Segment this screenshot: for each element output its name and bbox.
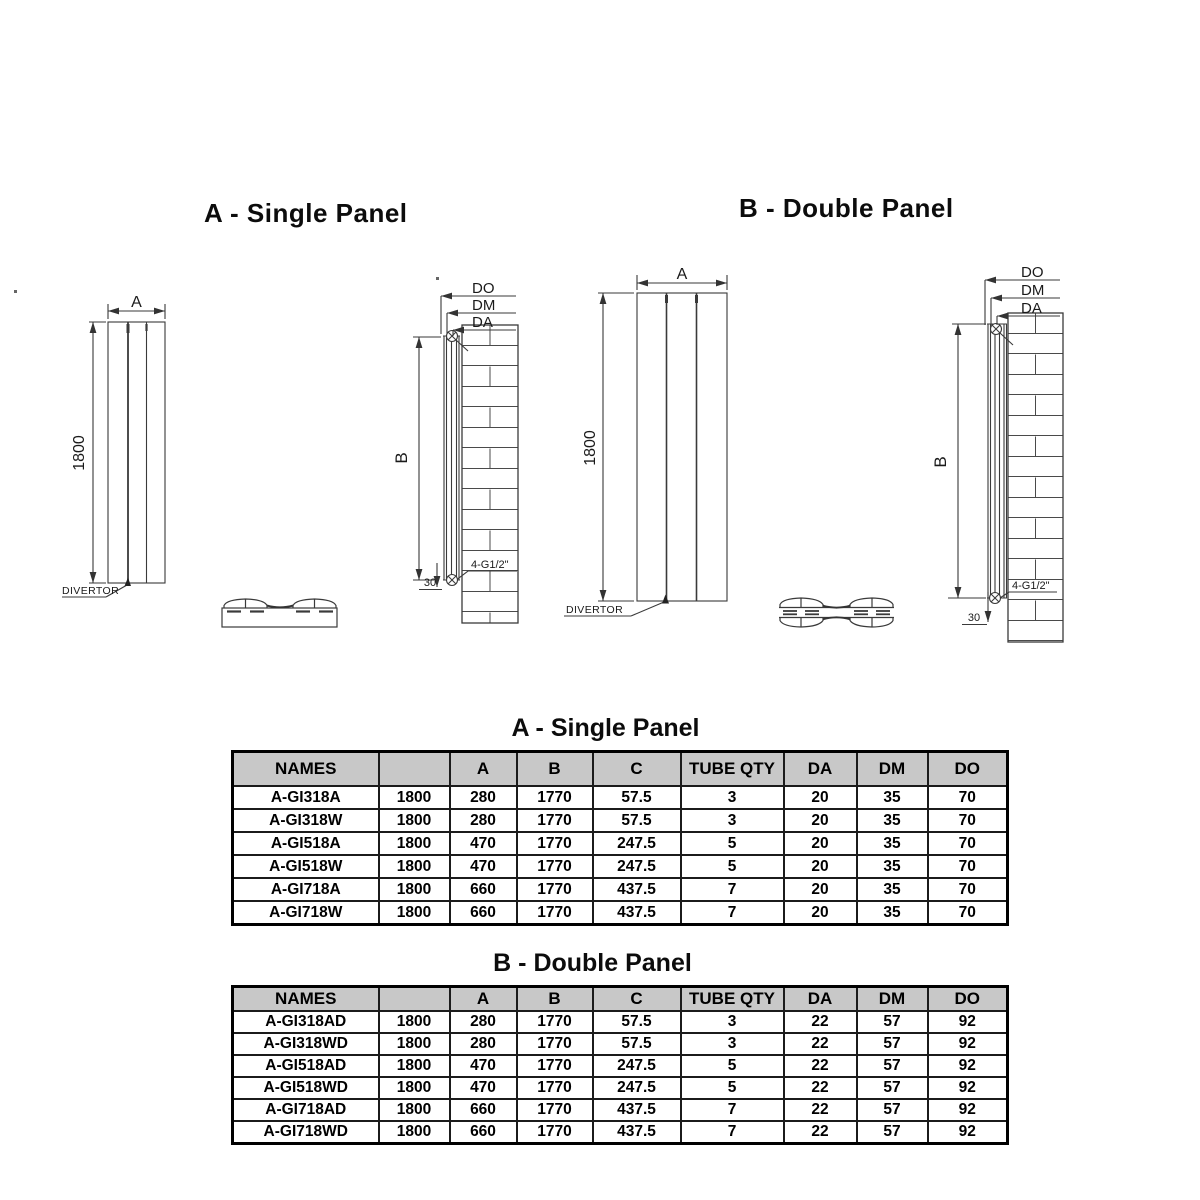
stray-mark xyxy=(436,277,439,280)
table-cell: 5 xyxy=(681,1055,784,1077)
table-row xyxy=(233,1077,1008,1099)
table-cell: 437.5 xyxy=(593,878,681,901)
table-cell: 5 xyxy=(681,1077,784,1099)
table-cell: 1800 xyxy=(379,832,450,855)
single-side-da-label: DA xyxy=(472,314,493,331)
table-row xyxy=(233,855,1008,878)
model-name-cell: A-GI518WD xyxy=(233,1077,379,1099)
double-front-divertor-label: DIVERTOR xyxy=(566,604,624,616)
table-row xyxy=(233,832,1008,855)
single-front-width-label: A xyxy=(131,294,142,311)
table-cell: 57 xyxy=(857,1011,928,1033)
table-row xyxy=(233,878,1008,901)
table-row xyxy=(233,1055,1008,1077)
table-cell: 1770 xyxy=(517,1121,593,1144)
single-front-divertor-label: DIVERTOR xyxy=(62,585,120,597)
table-cell: 1770 xyxy=(517,786,593,809)
model-name-cell: A-GI318WD xyxy=(233,1033,379,1055)
table-cell: 660 xyxy=(450,878,517,901)
table-cell: 7 xyxy=(681,878,784,901)
single-side-depth-label: B xyxy=(392,452,411,464)
col-header-blank xyxy=(379,752,450,787)
single-panel-top-view xyxy=(222,599,337,627)
single-panel-diagram-title: A - Single Panel xyxy=(204,198,408,228)
brick-wall xyxy=(462,325,518,623)
table-row xyxy=(233,901,1008,925)
table-cell: 1800 xyxy=(379,855,450,878)
table-cell: 470 xyxy=(450,1055,517,1077)
table-cell: 92 xyxy=(928,1077,1008,1099)
table-cell: 22 xyxy=(784,1099,857,1121)
model-name-cell: A-GI318A xyxy=(233,786,379,809)
col-header-da: DA xyxy=(784,752,857,787)
table-cell: 1800 xyxy=(379,878,450,901)
table-cell: 57 xyxy=(857,1033,928,1055)
table-header-row xyxy=(233,752,1008,787)
col-header-dm: DM xyxy=(857,752,928,787)
model-name-cell: A-GI718AD xyxy=(233,1099,379,1121)
table-cell: 20 xyxy=(784,786,857,809)
table-cell: 35 xyxy=(857,901,928,925)
table-row xyxy=(233,1033,1008,1055)
double-side-do-label: DO xyxy=(1021,264,1044,281)
table-cell: 3 xyxy=(681,1011,784,1033)
table-row xyxy=(233,1099,1008,1121)
table-cell: 1770 xyxy=(517,855,593,878)
double-panel-table xyxy=(231,985,1009,1145)
table-cell: 1770 xyxy=(517,878,593,901)
table-cell: 247.5 xyxy=(593,1055,681,1077)
table-cell: 3 xyxy=(681,1033,784,1055)
model-name-cell: A-GI718WD xyxy=(233,1121,379,1144)
table-cell: 1800 xyxy=(379,901,450,925)
table-cell: 660 xyxy=(450,1099,517,1121)
table-cell: 470 xyxy=(450,832,517,855)
table-cell: 70 xyxy=(928,809,1008,832)
col-header-c: C xyxy=(593,752,681,787)
table-cell: 1800 xyxy=(379,786,450,809)
table-cell: 5 xyxy=(681,832,784,855)
single-side-offset-label: 30 xyxy=(423,577,437,589)
table-cell: 247.5 xyxy=(593,832,681,855)
table-cell: 57.5 xyxy=(593,809,681,832)
table-cell: 57 xyxy=(857,1099,928,1121)
col-header-c: C xyxy=(593,987,681,1012)
table-cell: 57.5 xyxy=(593,1011,681,1033)
table-cell: 1800 xyxy=(379,1121,450,1144)
table-cell: 1770 xyxy=(517,1011,593,1033)
table-cell: 92 xyxy=(928,1121,1008,1144)
table-cell: 57.5 xyxy=(593,1033,681,1055)
model-name-cell: A-GI718A xyxy=(233,878,379,901)
table-cell: 35 xyxy=(857,878,928,901)
model-name-cell: A-GI518W xyxy=(233,855,379,878)
table-cell: 247.5 xyxy=(593,1077,681,1099)
col-header-b: B xyxy=(517,752,593,787)
table-cell: 70 xyxy=(928,786,1008,809)
brick-wall xyxy=(1008,313,1063,642)
table-cell: 7 xyxy=(681,1099,784,1121)
single-front-height-label: 1800 xyxy=(71,435,88,471)
table-cell: 1800 xyxy=(379,1011,450,1033)
single-panel-table-title: A - Single Panel xyxy=(511,714,700,742)
double-front-width-label: A xyxy=(676,266,688,283)
table-cell: 20 xyxy=(784,878,857,901)
table-cell: 1800 xyxy=(379,1033,450,1055)
table-cell: 5 xyxy=(681,855,784,878)
table-cell: 92 xyxy=(928,1033,1008,1055)
table-cell: 92 xyxy=(928,1055,1008,1077)
double-side-dm-label: DM xyxy=(1021,282,1045,299)
table-cell: 1800 xyxy=(379,1099,450,1121)
col-header-names: NAMES xyxy=(233,987,379,1012)
table-cell: 92 xyxy=(928,1011,1008,1033)
table-cell: 20 xyxy=(784,832,857,855)
single-panel-table xyxy=(231,750,1009,926)
table-cell: 1800 xyxy=(379,809,450,832)
table-row xyxy=(233,809,1008,832)
table-cell: 437.5 xyxy=(593,1121,681,1144)
table-cell: 35 xyxy=(857,786,928,809)
table-cell: 57 xyxy=(857,1121,928,1144)
double-side-da-label: DA xyxy=(1021,300,1042,317)
col-header-blank xyxy=(379,987,450,1012)
model-name-cell: A-GI718W xyxy=(233,901,379,925)
table-cell: 20 xyxy=(784,901,857,925)
table-cell: 70 xyxy=(928,901,1008,925)
table-cell: 7 xyxy=(681,901,784,925)
table-cell: 437.5 xyxy=(593,901,681,925)
table-cell: 35 xyxy=(857,809,928,832)
table-cell: 1770 xyxy=(517,1055,593,1077)
double-side-depth-label: B xyxy=(931,456,950,468)
table-cell: 1770 xyxy=(517,832,593,855)
table-row xyxy=(233,786,1008,809)
table-cell: 22 xyxy=(784,1055,857,1077)
table-row xyxy=(233,1011,1008,1033)
col-header-tube-qty: TUBE QTY xyxy=(681,752,784,787)
model-name-cell: A-GI318AD xyxy=(233,1011,379,1033)
table-cell: 1770 xyxy=(517,1077,593,1099)
table-cell: 3 xyxy=(681,809,784,832)
model-name-cell: A-GI518A xyxy=(233,832,379,855)
col-header-b: B xyxy=(517,987,593,1012)
table-cell: 70 xyxy=(928,878,1008,901)
table-cell: 1770 xyxy=(517,901,593,925)
table-cell: 22 xyxy=(784,1033,857,1055)
table-cell: 57.5 xyxy=(593,786,681,809)
table-row xyxy=(233,1121,1008,1144)
model-name-cell: A-GI318W xyxy=(233,809,379,832)
table-cell: 437.5 xyxy=(593,1099,681,1121)
table-cell: 470 xyxy=(450,1077,517,1099)
table-cell: 1770 xyxy=(517,809,593,832)
col-header-a: A xyxy=(450,752,517,787)
double-front-height-label: 1800 xyxy=(582,430,599,466)
double-side-thread-label: 4-G1/2" xyxy=(1012,580,1050,592)
col-header-do: DO xyxy=(928,987,1008,1012)
single-side-thread-label: 4-G1/2" xyxy=(471,559,509,571)
model-name-cell: A-GI518AD xyxy=(233,1055,379,1077)
table-cell: 660 xyxy=(450,901,517,925)
single-panel-side-view xyxy=(413,296,518,623)
table-header-row xyxy=(233,987,1008,1012)
table-cell: 280 xyxy=(450,809,517,832)
table-cell: 660 xyxy=(450,1121,517,1144)
table-cell: 280 xyxy=(450,1033,517,1055)
table-cell: 35 xyxy=(857,855,928,878)
single-side-do-label: DO xyxy=(472,280,495,297)
table-cell: 20 xyxy=(784,809,857,832)
col-header-a: A xyxy=(450,987,517,1012)
col-header-dm: DM xyxy=(857,987,928,1012)
table-cell: 247.5 xyxy=(593,855,681,878)
col-header-names: NAMES xyxy=(233,752,379,787)
table-cell: 1770 xyxy=(517,1033,593,1055)
double-panel-top-view xyxy=(779,598,894,627)
table-cell: 22 xyxy=(784,1077,857,1099)
stray-mark xyxy=(14,290,17,293)
table-cell: 1770 xyxy=(517,1099,593,1121)
table-cell: 22 xyxy=(784,1121,857,1144)
table-cell: 92 xyxy=(928,1099,1008,1121)
table-cell: 470 xyxy=(450,855,517,878)
double-panel-table-title: B - Double Panel xyxy=(493,949,692,977)
col-header-tube-qty: TUBE QTY xyxy=(681,987,784,1012)
table-cell: 22 xyxy=(784,1011,857,1033)
table-cell: 7 xyxy=(681,1121,784,1144)
col-header-do: DO xyxy=(928,752,1008,787)
single-side-dm-label: DM xyxy=(472,297,496,314)
table-cell: 57 xyxy=(857,1055,928,1077)
table-cell: 70 xyxy=(928,832,1008,855)
table-cell: 35 xyxy=(857,832,928,855)
table-cell: 280 xyxy=(450,1011,517,1033)
table-cell: 3 xyxy=(681,786,784,809)
table-cell: 1800 xyxy=(379,1077,450,1099)
table-cell: 280 xyxy=(450,786,517,809)
table-cell: 20 xyxy=(784,855,857,878)
col-header-da: DA xyxy=(784,987,857,1012)
double-panel-diagram-title: B - Double Panel xyxy=(739,193,954,223)
double-side-offset-label: 30 xyxy=(967,612,981,624)
table-cell: 57 xyxy=(857,1077,928,1099)
table-cell: 70 xyxy=(928,855,1008,878)
table-cell: 1800 xyxy=(379,1055,450,1077)
